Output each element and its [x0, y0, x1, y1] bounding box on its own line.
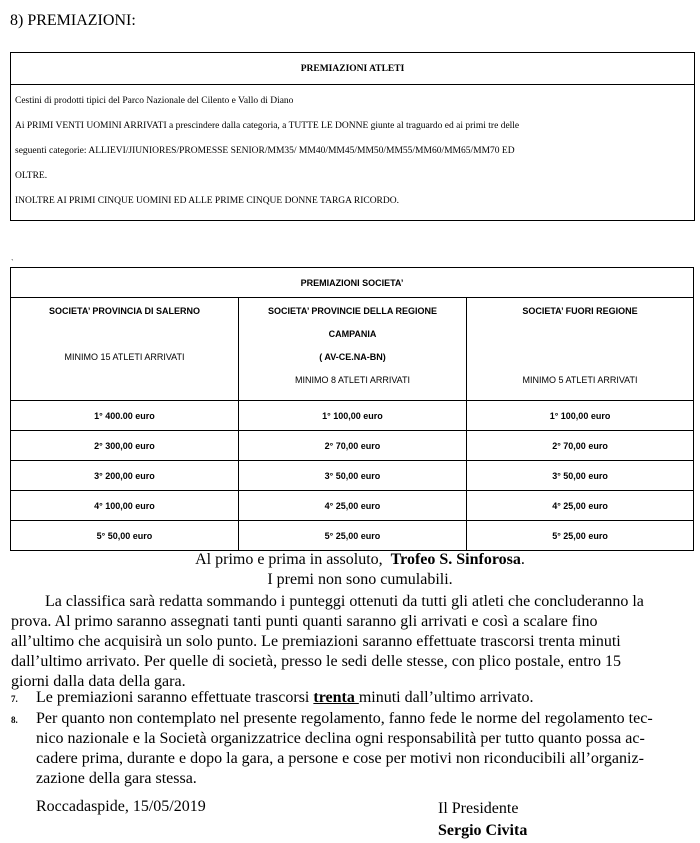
item-number: 7. — [11, 694, 18, 704]
atleti-line: Cestini di prodotti tipici del Parco Nazionale del Cilento e Vallo di Diano — [15, 96, 294, 106]
column-header-campania — [239, 298, 467, 401]
trofeo-prefix: Al primo e prima in assoluto, — [195, 551, 383, 568]
table-cell: 1° 400.00 euro — [11, 401, 239, 431]
place-date: Roccadaspide, 15/05/2019 — [36, 798, 206, 815]
paragraph-line: all’ultimo che acquisirà un solo punto. Le premiazioni saranno effettuate trascorsi trenta minuti — [11, 633, 621, 650]
table-row — [11, 461, 694, 491]
trofeo-suffix: . — [520, 551, 525, 568]
table-cell: 3° 200,00 euro — [11, 461, 239, 491]
atleti-body — [11, 85, 694, 220]
column-minimum: MINIMO 8 ATLETI ARRIVATI — [294, 375, 411, 385]
signature-name: Sergio Civita — [438, 822, 528, 839]
paragraph-line: prova. Al primo saranno assegnati tanti punti quanti saranno gli arrivati e così a scalare fino — [11, 613, 598, 630]
table-cell: 3° 50,00 euro — [467, 461, 694, 491]
column-title: CAMPANIA — [328, 329, 377, 339]
table-row — [11, 401, 694, 431]
table-cell: 4° 100,00 euro — [11, 491, 239, 521]
atleti-line: INOLTRE AI PRIMI CINQUE UOMINI ED ALLE PRIME CINQUE DONNE TARGA RICORDO. — [15, 196, 399, 206]
column-title: ( AV-CE.NA-BN) — [319, 352, 386, 362]
paragraph-line: cadere prima, durante e dopo la gara, a persone e cose per motivi non riconducibili all’organiz- — [36, 750, 644, 767]
table-row — [11, 431, 694, 461]
classifica-paragraph — [11, 592, 693, 692]
trofeo-line — [0, 551, 700, 569]
item7-after: minuti dall’ultimo arrivato. — [358, 689, 534, 706]
list-item-8 — [11, 709, 693, 789]
signature-block — [438, 798, 527, 842]
column-title: SOCIETA’ FUORI REGIONE — [522, 306, 638, 316]
column-minimum: MINIMO 5 ATLETI ARRIVATI — [522, 375, 638, 385]
section-heading: 8) PREMIAZIONI: — [10, 12, 136, 29]
column-title: SOCIETA’ PROVINCIE DELLA REGIONE — [267, 306, 438, 316]
column-header-fuori-regione — [467, 298, 694, 401]
paragraph-line: Per quanto non contemplato nel presente regolamento, fanno fede le norme del regolamento tec- — [36, 710, 653, 727]
table-row — [11, 521, 694, 551]
table-cell: 4° 25,00 euro — [239, 491, 467, 521]
cumulabili-line: I premi non sono cumulabili. — [267, 571, 453, 588]
table-cell: 1° 100,00 euro — [467, 401, 694, 431]
table-cell: 3° 50,00 euro — [239, 461, 467, 491]
table-cell: 2° 70,00 euro — [467, 431, 694, 461]
table-cell: 4° 25,00 euro — [467, 491, 694, 521]
table-cell: 2° 300,00 euro — [11, 431, 239, 461]
premiazioni-societa-table — [10, 267, 694, 551]
trofeo-name: Trofeo S. Sinforosa — [390, 551, 521, 568]
table-cell: 5° 25,00 euro — [467, 521, 694, 551]
paragraph-line: giorni dalla data della gara. — [11, 673, 186, 690]
item7-before: Le premiazioni saranno effettuate trascorsi — [36, 689, 310, 706]
atleti-line: Ai PRIMI VENTI UOMINI ARRIVATI a prescindere dalla categoria, a TUTTE LE DONNE giunte al traguardo ed ai primi tre delle — [15, 121, 520, 131]
premiazioni-atleti-box — [10, 52, 695, 221]
column-title: SOCIETA’ PROVINCIA DI SALERNO — [48, 306, 201, 316]
atleti-line: OLTRE. — [15, 171, 48, 181]
table-cell: 5° 50,00 euro — [11, 521, 239, 551]
paragraph-line: nico nazionale e la Società organizzatrice declina ogni responsabilità per tutto quanto possa ac- — [36, 730, 645, 747]
column-minimum: MINIMO 15 ATLETI ARRIVATI — [64, 352, 185, 362]
paragraph-line: La classifica sarà redatta sommando i punteggi ottenuti da tutti gli atleti che concluderanno la — [45, 593, 644, 610]
paragraph-line: zazione della gara stessa. — [36, 770, 197, 787]
atleti-line: seguenti categorie: ALLIEVI/JIUNIORES/PROMESSE SENIOR/MM35/ MM40/MM45/MM50/MM55/MM60/MM65/MM70 ED — [15, 146, 515, 156]
societa-title: PREMIAZIONI SOCIETA’ — [11, 268, 694, 298]
item-number: 8. — [11, 715, 18, 725]
paragraph-line: dall’ultimo arrivato. Per quelle di società, presso le sedi delle stesse, con plico postale, entro 15 — [11, 653, 622, 670]
table-cell: 2° 70,00 euro — [239, 431, 467, 461]
stray-mark: ` — [11, 258, 14, 267]
table-cell: 1° 100,00 euro — [239, 401, 467, 431]
table-row — [11, 491, 694, 521]
table-cell: 5° 25,00 euro — [239, 521, 467, 551]
signature-role: Il Presidente — [438, 800, 519, 817]
column-header-salerno — [11, 298, 239, 401]
item7-emph: trenta — [313, 689, 359, 706]
atleti-title: PREMIAZIONI ATLETI — [11, 53, 694, 85]
list-item-7 — [11, 688, 693, 708]
